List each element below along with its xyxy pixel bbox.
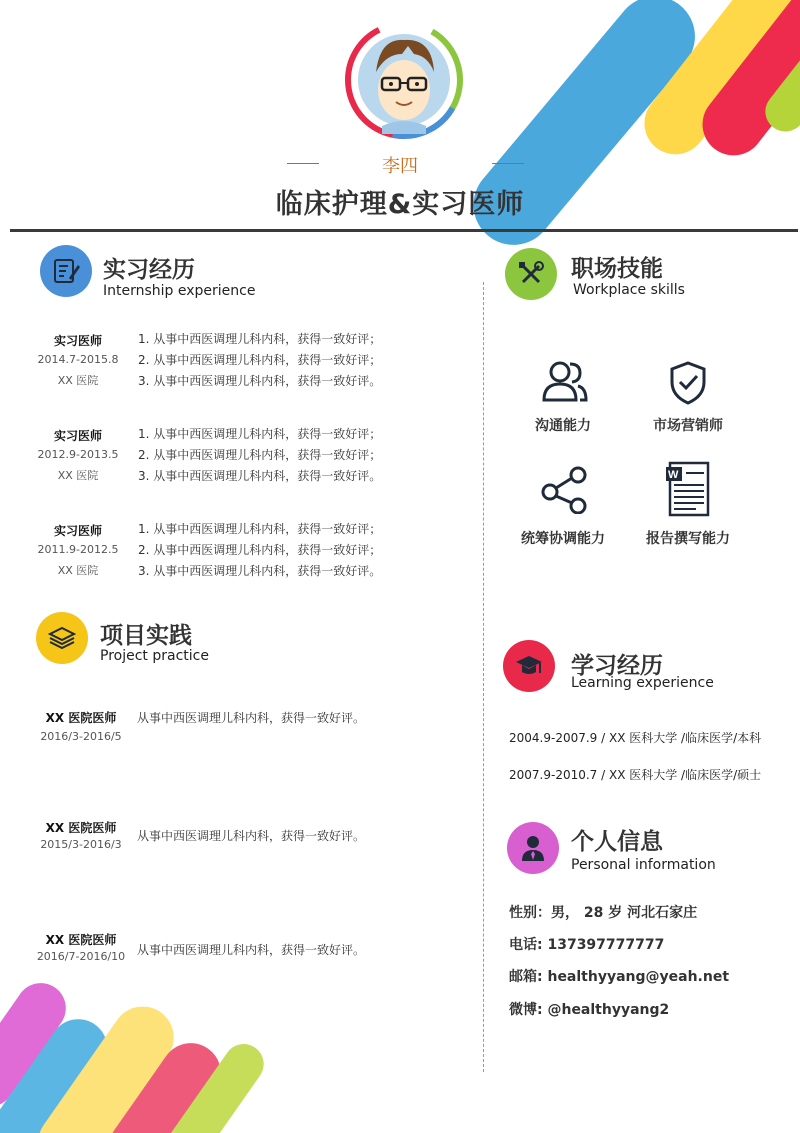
tools-icon bbox=[516, 259, 546, 289]
project-date: 2016/3-2016/5 bbox=[40, 730, 122, 743]
svg-text:W: W bbox=[668, 469, 679, 481]
education-title: 学习经历 bbox=[571, 653, 663, 679]
user-tie-icon bbox=[518, 833, 548, 863]
internship-line: 1. 从事中西医调理儿科内科，获得一致好评； bbox=[138, 332, 382, 346]
internship-date: 2011.9-2012.5 bbox=[37, 543, 119, 556]
internship-place: XX 医院 bbox=[57, 374, 99, 387]
share-nodes-icon bbox=[540, 466, 590, 518]
project-role: XX 医院医师 bbox=[45, 933, 117, 947]
word-document-icon bbox=[664, 461, 710, 521]
shield-check-icon bbox=[668, 360, 708, 410]
avatar bbox=[342, 20, 468, 140]
header-rule bbox=[10, 229, 798, 232]
skills-section-icon bbox=[505, 248, 557, 300]
internship-date: 2014.7-2015.8 bbox=[37, 353, 119, 366]
projects-section-icon bbox=[36, 612, 88, 664]
column-divider bbox=[483, 282, 484, 1072]
internship-line: 3. 从事中西医调理儿科内科，获得一致好评。 bbox=[138, 469, 382, 483]
internship-place: XX 医院 bbox=[57, 469, 99, 482]
project-role: XX 医院医师 bbox=[45, 821, 117, 835]
gender-age-location: 性别：男， 28 岁 河北石家庄 bbox=[509, 905, 698, 921]
layers-icon bbox=[47, 623, 77, 653]
skill-label: 报告撰写能力 bbox=[646, 531, 730, 547]
education-section-icon bbox=[503, 640, 555, 692]
internship-line: 2. 从事中西医调理儿科内科，获得一致好评； bbox=[138, 448, 382, 462]
internship-line: 1. 从事中西医调理儿科内科，获得一致好评； bbox=[138, 522, 382, 536]
email: 邮箱: healthyyang@yeah.net bbox=[509, 969, 730, 985]
project-desc: 从事中西医调理儿科内科，获得一致好评。 bbox=[137, 943, 366, 957]
education-line: 2004.9-2007.9 / XX 医科大学 /临床医学/本科 bbox=[509, 731, 762, 745]
internship-title: 实习经历 bbox=[103, 257, 195, 283]
job-title: 临床护理&实习医师 bbox=[275, 189, 525, 220]
project-date: 2016/7-2016/10 bbox=[36, 950, 126, 963]
graduation-cap-icon bbox=[514, 651, 544, 681]
internship-line: 1. 从事中西医调理儿科内科，获得一致好评； bbox=[138, 427, 382, 441]
skill-label: 市场营销师 bbox=[653, 418, 723, 434]
weibo: 微博: @healthyyang2 bbox=[509, 1002, 670, 1018]
projects-subtitle: Project practice bbox=[100, 648, 209, 664]
skill-label: 沟通能力 bbox=[535, 418, 591, 434]
project-desc: 从事中西医调理儿科内科，获得一致好评。 bbox=[137, 711, 366, 725]
personal-title: 个人信息 bbox=[571, 829, 663, 855]
internship-role: 实习医师 bbox=[53, 524, 102, 538]
internship-role: 实习医师 bbox=[53, 429, 102, 443]
name-divider-right bbox=[492, 163, 524, 164]
skills-subtitle: Workplace skills bbox=[573, 282, 685, 298]
project-desc: 从事中西医调理儿科内科，获得一致好评。 bbox=[137, 829, 366, 843]
project-date: 2015/3-2016/3 bbox=[40, 838, 122, 851]
phone: 电话: 137397777777 bbox=[509, 937, 665, 953]
personal-subtitle: Personal information bbox=[571, 857, 716, 873]
internship-line: 2. 从事中西医调理儿科内科，获得一致好评； bbox=[138, 353, 382, 367]
internship-role: 实习医师 bbox=[53, 334, 102, 348]
skill-label: 统筹协调能力 bbox=[521, 531, 605, 547]
internship-line: 2. 从事中西医调理儿科内科，获得一致好评； bbox=[138, 543, 382, 557]
internship-date: 2012.9-2013.5 bbox=[37, 448, 119, 461]
internship-place: XX 医院 bbox=[57, 564, 99, 577]
internship-subtitle: Internship experience bbox=[103, 283, 256, 299]
skills-title: 职场技能 bbox=[571, 256, 663, 282]
personal-section-icon bbox=[507, 822, 559, 874]
education-subtitle: Learning experience bbox=[571, 675, 714, 691]
project-role: XX 医院医师 bbox=[45, 711, 117, 725]
education-line: 2007.9-2010.7 / XX 医科大学 /临床医学/硕士 bbox=[509, 768, 762, 782]
internship-line: 3. 从事中西医调理儿科内科，获得一致好评。 bbox=[138, 564, 382, 578]
internship-line: 3. 从事中西医调理儿科内科，获得一致好评。 bbox=[138, 374, 382, 388]
projects-title: 项目实践 bbox=[100, 623, 192, 649]
person-name: 李四 bbox=[382, 156, 418, 177]
notepad-pen-icon bbox=[51, 256, 81, 286]
users-icon bbox=[540, 358, 590, 408]
internship-section-icon bbox=[40, 245, 92, 297]
